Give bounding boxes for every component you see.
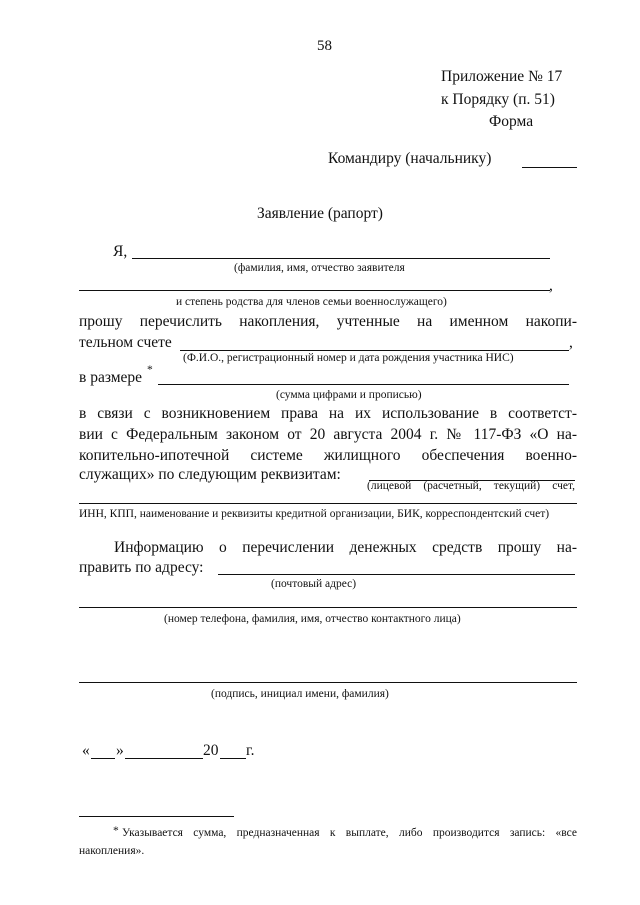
caption-address: (почтовый адрес) [271, 578, 357, 590]
caption-sum: (сумма цифрами и прописью) [276, 389, 422, 401]
order-reference: к Порядку (п. 51) [441, 91, 555, 108]
date-year-prefix: 20 [203, 742, 219, 759]
date-day-line [91, 758, 115, 759]
date-year-suffix: г. [246, 742, 255, 759]
appendix-label: Приложение № 17 [441, 68, 563, 85]
footnote-line-1: Указывается сумма, предназначенная к выплате, либо производится запись: «все [122, 827, 577, 839]
relation-line [79, 290, 550, 291]
comma-1: , [549, 277, 553, 294]
law-paragraph-line-1: в связи с возникновением права на их использование в соответст- [79, 405, 577, 422]
document-title: Заявление (рапорт) [257, 205, 383, 222]
caption-relation: и степень родства для членов семьи военнослужащего) [176, 296, 447, 308]
law-paragraph-line-2: вии с Федеральным законом от 20 августа 2004 г. № 117-ФЗ «О на- [79, 426, 577, 443]
i-label: Я, [113, 243, 128, 260]
info-paragraph-line-1: Информацию о перечислении денежных средств прошу на- [114, 539, 577, 556]
bank-details-line [79, 503, 577, 504]
amount-asterisk: * [147, 364, 153, 376]
caption-applicant-fio: (фамилия, имя, отчество заявителя [234, 262, 405, 274]
caption-account: (лицевой (расчетный, текущий) счет, [367, 480, 575, 492]
date-year-line [220, 758, 246, 759]
caption-bank: ИНН, КПП, наименование и реквизиты кредитной организации, БИК, корреспондентский счет) [79, 508, 550, 520]
comma-2: , [569, 334, 573, 351]
footnote-separator [79, 816, 234, 817]
amount-label: в размере [79, 369, 143, 386]
addressee-line [522, 167, 577, 168]
date-open-quote: « [82, 742, 90, 759]
form-label: Форма [489, 113, 534, 130]
account-label: тельном счете [79, 334, 172, 351]
applicant-name-line [132, 258, 550, 259]
date-month-line [125, 758, 203, 759]
contact-line [79, 607, 577, 608]
participant-line [180, 350, 569, 351]
law-paragraph-line-3: копительно-ипотечной системе жилищного обеспечения военно- [79, 447, 577, 464]
amount-line [158, 384, 569, 385]
date-close-quote: » [116, 742, 124, 759]
addressee-label: Командиру (начальнику) [328, 150, 492, 167]
law-paragraph-line-4: служащих» по следующим реквизитам: [79, 466, 341, 483]
caption-signature: (подпись, инициал имени, фамилия) [211, 688, 389, 700]
caption-contact: (номер телефона, фамилия, имя, отчество контактного лица) [164, 613, 461, 625]
page-number: 58 [317, 38, 332, 54]
footnote-line-2: накопления». [79, 845, 145, 857]
info-paragraph-line-2: править по адресу: [79, 559, 204, 576]
address-line [218, 574, 575, 575]
footnote-mark: * [113, 825, 119, 837]
request-text: прошу перечислить накопления, учтенные на именном накопи- [79, 313, 577, 330]
caption-participant: (Ф.И.О., регистрационный номер и дата рождения участника НИС) [183, 352, 514, 364]
signature-line [79, 682, 577, 683]
